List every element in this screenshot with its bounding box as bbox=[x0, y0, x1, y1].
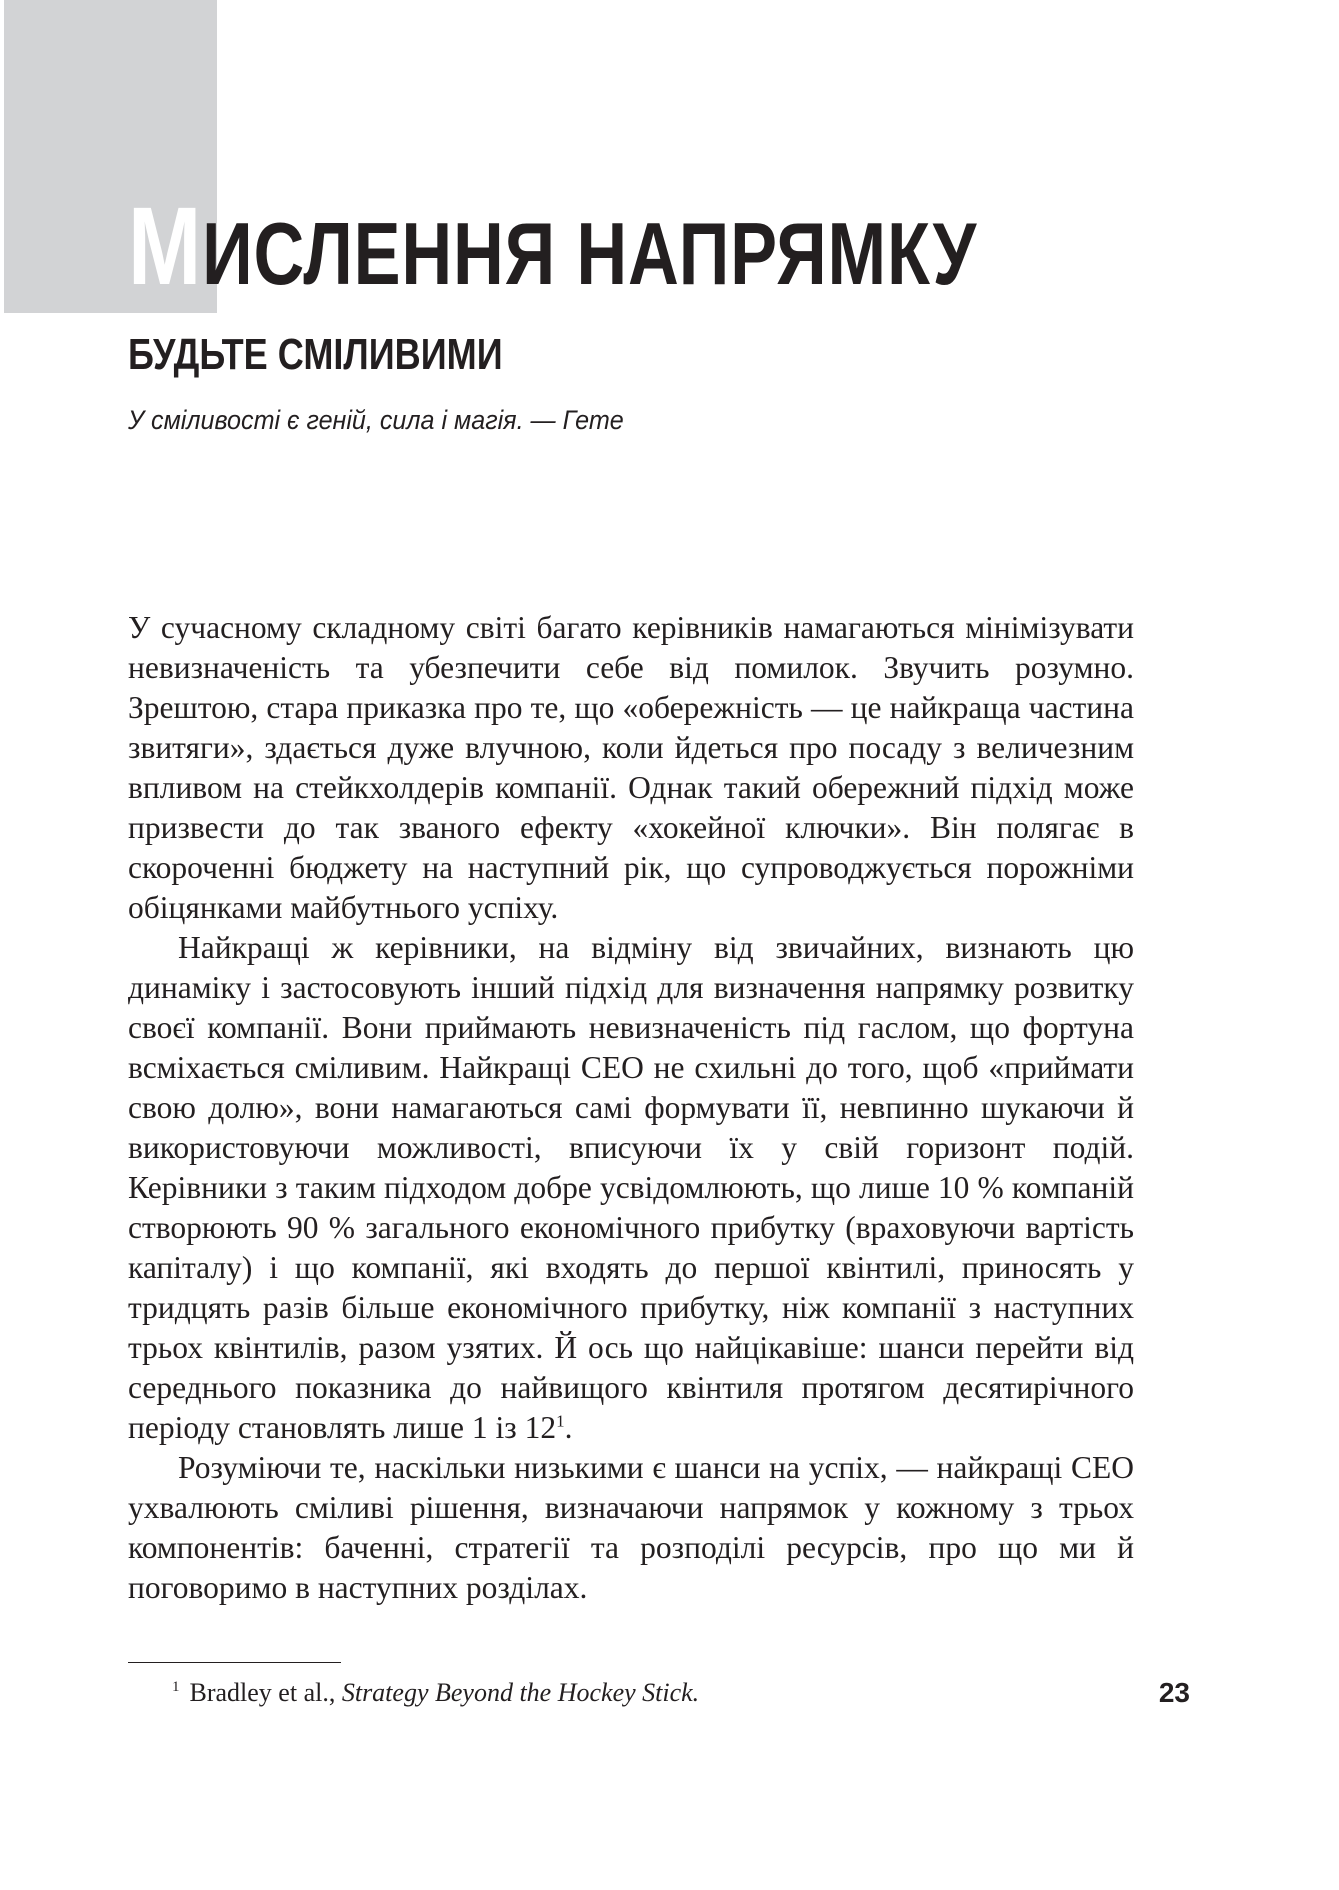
page-number: 23 bbox=[1158, 1677, 1190, 1708]
footnote-title: Strategy Beyond the Hockey Stick. bbox=[341, 1678, 700, 1707]
footnote-authors: Bradley et al., bbox=[189, 1678, 342, 1707]
paragraph-2 bbox=[128, 928, 1134, 1448]
section-title: БУДЬТЕ СМІЛИВИМИ bbox=[128, 330, 503, 379]
chapter-title bbox=[128, 185, 1016, 309]
footnote bbox=[172, 1676, 1072, 1710]
body-text bbox=[128, 608, 1134, 1608]
footnote-number: 1 bbox=[172, 1679, 180, 1696]
paragraph-2-text: Найкращі ж керівники, на відміну від звичайних, визнають цю динаміку і застосовують інший підхід для визначення напрямку розвитку своєї компанії. Вони приймають невизначеність під гаслом, що фортуна всміхається сміливим. Найкращі CEO не схильні до того, щоб «приймати свою долю», вони намагаються самі формувати її, невпинно шукаючи й використовуючи можливості, вписуючи їх у свій горизонт подій. Керівники з таким підходом добре усвідомлюють, що лише 10 % компаній створюють 90 % загального економічного прибутку (враховуючи вартість капіталу) і що компанії, які входять до першої квінтилі, приносять у тридцять разів більше економічного прибутку, ніж компанії з наступних трьох квінтилів, разом узятих. Й ось що найцікавіше: шанси перейти від середнього показника до найвищого квінтиля протягом десятирічного періоду становлять лише 1 із 12 bbox=[128, 930, 1134, 1445]
footnote-divider bbox=[128, 1662, 341, 1663]
paragraph-2-end: . bbox=[564, 1410, 573, 1445]
paragraph-3: Розуміючи те, наскільки низькими є шанси на успіх, — найкращі CEO ухвалюють сміливі рішення, визначаючи напрямок у кожному з трьох компонентів: баченні, стратегії та розподілі ресурсів, про що ми й поговоримо в наступних розділах. bbox=[128, 1450, 1134, 1605]
footnote-reference[interactable]: 1 bbox=[556, 1411, 565, 1431]
chapter-title-initial: М bbox=[128, 185, 203, 308]
paragraph-1: У сучасному складному світі багато керівників намагаються мінімізувати невизначеність та убезпечити себе від помилок. Звучить розумно. Зрештою, стара приказка про те, що «обережність — це найкраща частина звитяги», здається дуже влучною, коли йдеться про посаду з величезним впливом на стейкхолдерів компанії. Однак такий обережний підхід може призвести до так званого ефекту «хокейної ключки». Він полягає в скороченні бюджету на наступний рік, що супроводжується порожніми обіцянками майбутнього успіху. bbox=[128, 610, 1134, 925]
chapter-title-rest: ИСЛЕННЯ НАПРЯМКУ bbox=[202, 204, 978, 303]
epigraph: У сміливості є геній, сила і магія. — Гете bbox=[128, 405, 624, 435]
